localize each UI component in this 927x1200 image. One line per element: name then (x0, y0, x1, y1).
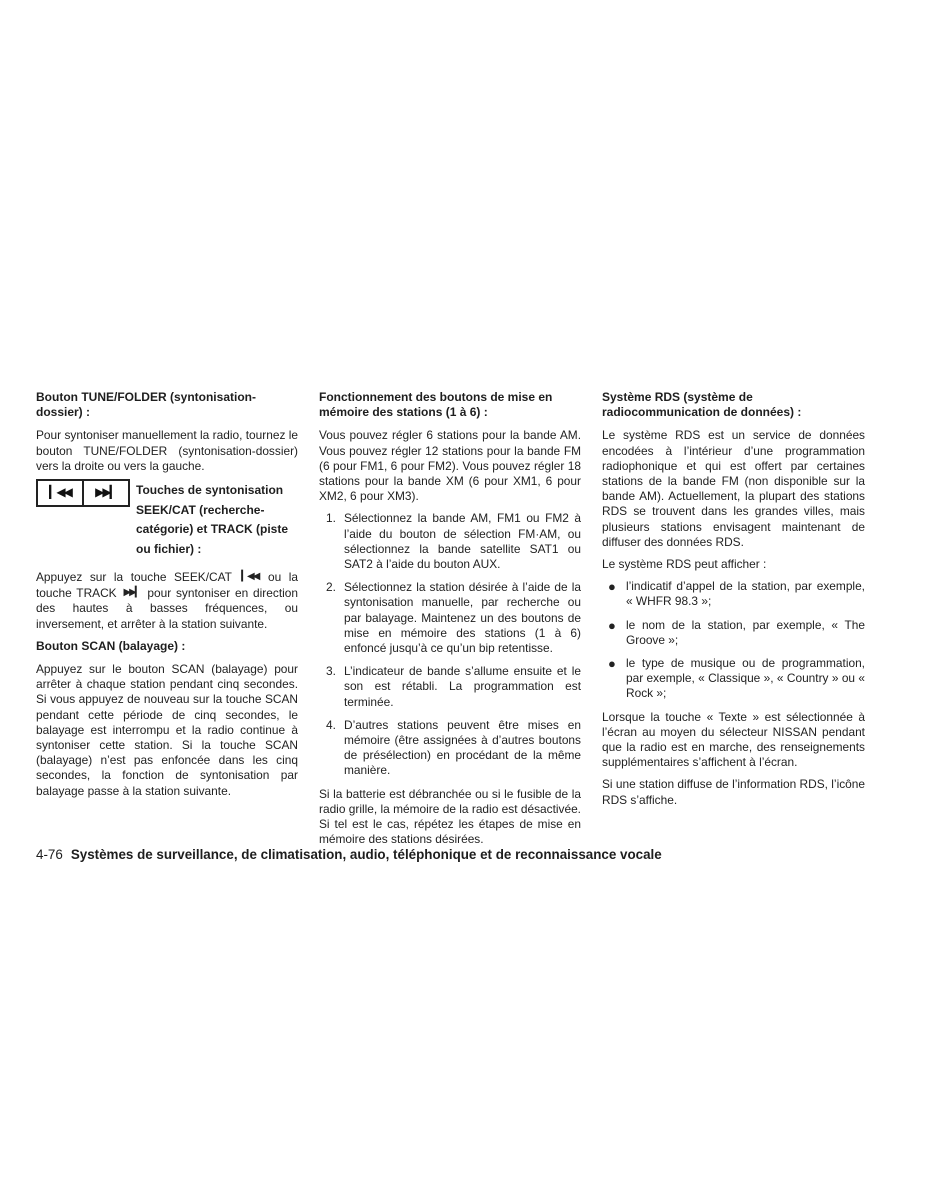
paragraph-text-key: Lorsque la touche « Texte » est sélectionnée à l’écran au moyen du sélecteur NISSAN pendant que la radio est en marche, des renseignements supplémentaires s’affichent à l’écran. (602, 709, 865, 770)
track-forward-icon: ▶▶▎ (123, 587, 141, 599)
seek-back-icon: ▎◀◀ (241, 571, 259, 583)
list-item: 4. D’autres stations peuvent être mises en mémoire (être assignées à d’autres boutons de présélection) en procédant de la même manière. (326, 717, 581, 778)
paragraph-rds: Le système RDS est un service de données encodées à l’intérieur d’une programmation radiophonique et qui est offert par certaines stations de la bande FM (non disponible sur la bande AM). Actuellement, la plupart des stations RDS se trouvent dans les grandes villes, mais plusieurs stations envisagent maintenant de diffuser des données RDS. (602, 428, 865, 549)
list-item: ● le nom de la station, par exemple, « The Groove »; (602, 618, 865, 648)
list-item: 1. Sélectionnez la bande AM, FM1 ou FM2 à l’aide du bouton de sélection FM·AM, ou sélectionnez la bande satellite SAT1 ou SAT2 à l’aide du bouton AUX. (326, 511, 581, 572)
section-title: Systèmes de surveillance, de climatisation, audio, téléphonique et de reconnaissance vocale (70, 847, 662, 862)
list-item: 2. Sélectionnez la station désirée à l’aide de la syntonisation manuelle, par recherche ou par balayage. Maintenez un des boutons de mise en mémoire des stations (1 à 6) enfoncé jusqu’à ce qu’un bip retentisse. (326, 580, 581, 656)
bullet-icon: ● (608, 579, 616, 595)
seek-track-heading (36, 481, 298, 559)
paragraph-rds-display: Le système RDS peut afficher : (602, 557, 767, 572)
list-item: 3. L’indicateur de bande s’allume ensuite et le son est rétabli. La programmation est terminée. (326, 664, 581, 709)
heading-scan: Bouton SCAN (balayage) : (36, 638, 186, 653)
list-item: ● le type de musique ou de programmation, par exemple, « Classique », « Country » ou « Rock »; (602, 656, 865, 702)
heading-rds: Système RDS (système de radiocommunication de données) : (602, 390, 802, 420)
heading-tune-folder: Bouton TUNE/FOLDER (syntonisation-dossier) : (36, 390, 256, 420)
seek-back-icon: ▎◀◀ (49, 485, 71, 500)
bullet-icon: ● (608, 656, 616, 672)
memory-steps (319, 511, 581, 778)
heading-seek-track: Touches de syntonisation SEEK/CAT (recherche-catégorie) et TRACK (piste ou fichier) : (136, 483, 289, 556)
paragraph-memory: Vous pouvez régler 6 stations pour la bande AM. Vous pouvez régler 12 stations pour la bande FM (6 pour FM1, 6 pour FM2). Vous pouvez régler 18 stations pour la bande XM (6 pour XM1, 6 pour XM2, 6 pour XM3). (319, 428, 581, 504)
paragraph-scan: Appuyez sur le bouton SCAN (balayage) pour arrêter à chaque station pendant cinq secondes. Si vous appuyez de nouveau sur la touche SCAN pendant cette période de cinq secondes, le balayage est interrompu et la radio continue à syntoniser cette station. Si la touche SCAN (balayage) n’est pas enfoncée dans les cinq secondes, la fonction de syntonisation par balayage passe à la station suivante. (36, 662, 298, 798)
heading-memory: Fonctionnement des boutons de mise en mémoire des stations (1 à 6) : (319, 390, 553, 420)
paragraph-battery: Si la batterie est débranchée ou si le fusible de la radio grille, la mémoire de la radio est désactivée. Si tel est le cas, répétez les étapes de mise en mémoire des stations désirées. (319, 786, 581, 847)
bullet-icon: ● (608, 617, 616, 633)
rds-list (602, 579, 865, 701)
page-number: 4-76 (36, 847, 63, 862)
page-footer (36, 847, 662, 862)
paragraph-seek: Appuyez sur la touche SEEK/CAT ▎◀◀ ou la touche TRACK ▶▶▎ pour syntoniser en direction des hautes à basses fréquences, ou inversement, et arrêter à la station suivante. (36, 570, 298, 631)
seek-track-buttons (36, 479, 130, 507)
column-3 (602, 390, 865, 815)
paragraph-tune: Pour syntoniser manuellement la radio, tournez le bouton TUNE/FOLDER (syntonisation-dossier) vers la droite ou vers la gauche. (36, 428, 298, 473)
column-2 (319, 390, 581, 854)
list-item: ● l’indicatif d’appel de la station, par exemple, « WHFR 98.3 »; (602, 579, 865, 609)
track-forward-icon: ▶▶▎ (82, 481, 128, 505)
paragraph-rds-icon: Si une station diffuse de l’information RDS, l’icône RDS s’affiche. (602, 777, 865, 807)
column-1 (36, 390, 298, 806)
